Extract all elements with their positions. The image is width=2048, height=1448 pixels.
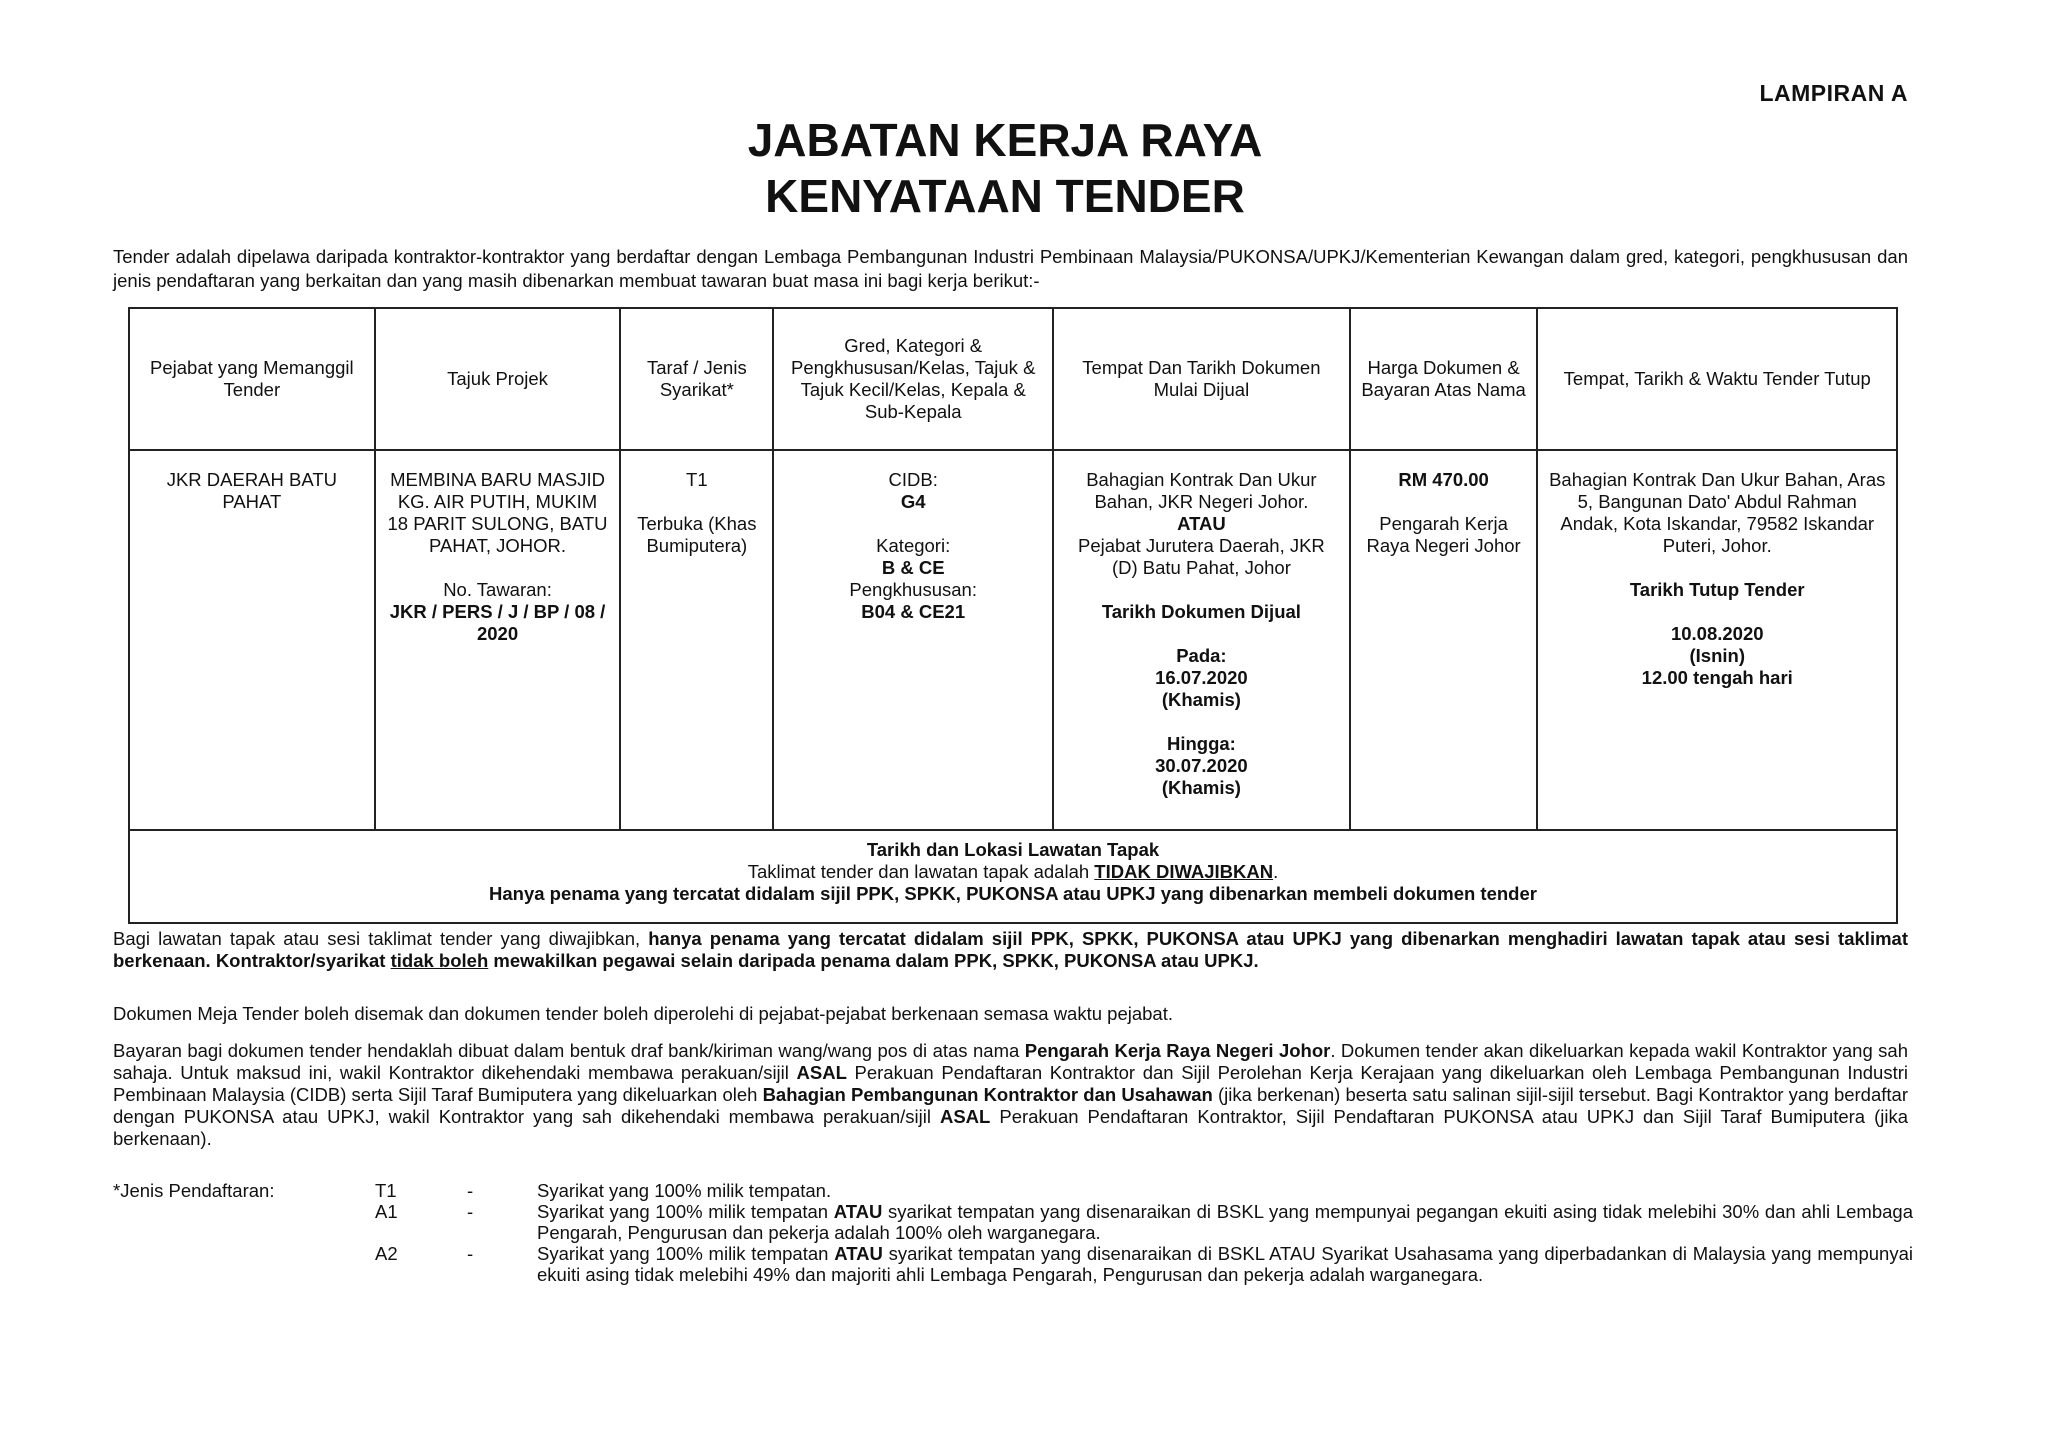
pejabat-name: JKR DAERAH BATU PAHAT bbox=[166, 469, 337, 512]
lawatan-note bbox=[131, 861, 1895, 883]
lawatan-note-suffix: . bbox=[1273, 861, 1279, 882]
header-pejabat: Pejabat yang Memanggil Tender bbox=[129, 308, 375, 450]
harga-amount: RM 470.00 bbox=[1398, 469, 1489, 490]
intro-paragraph: Tender adalah dipelawa daripada kontraktor-kontraktor yang berdaftar dengan Lembaga Pembangunan Industri Pembinaan Malaysia/PUKONSA/UPKJ/Kementerian Kewangan dalam gred, kategori, pengkhususan dan jenis pendaftaran yang berkaitan dan yang masih dibenarkan membuat tawaran buat masa ini bagi kerja berikut:- bbox=[113, 246, 1908, 291]
cidb-value: G4 bbox=[900, 491, 926, 512]
harga-payee: Pengarah Kerja Raya Negeri Johor bbox=[1366, 513, 1521, 556]
dijual-place-1: Bahagian Kontrak Dan Ukur Bahan, JKR Negeri Johor. bbox=[1086, 469, 1317, 512]
cell-taraf bbox=[620, 450, 773, 830]
tawaran-label: No. Tawaran: bbox=[443, 579, 552, 600]
hingga-date: 30.07.2020 bbox=[1155, 755, 1248, 776]
reg-text-t1: Syarikat yang 100% milik tempatan. bbox=[537, 1180, 832, 1201]
header-tutup: Tempat, Tarikh & Waktu Tender Tutup bbox=[1537, 308, 1897, 450]
para3-e: Perakuan Pendaftaran Kontraktor dan Sijil Perolehan Kerja Kerajaan yang dikeluarkan oleh Lembaga Pembangunan Industri Pembinaan Malaysia (CIDB) serta Sijil Taraf Bumiputera yang dikeluarkan oleh bbox=[113, 1062, 1909, 1105]
dijual-tarikh-label: Tarikh Dokumen Dijual bbox=[1101, 601, 1301, 622]
header-tajuk: Tajuk Projek bbox=[375, 308, 621, 450]
reg-row-t1 bbox=[113, 1180, 1913, 1201]
para3-payee: Pengarah Kerja Raya Negeri Johor bbox=[1024, 1040, 1331, 1061]
page-title bbox=[0, 112, 2010, 224]
reg-dash-a2: - bbox=[467, 1243, 474, 1264]
tutup-day: (Isnin) bbox=[1689, 645, 1745, 666]
reg-a2-atau: ATAU bbox=[834, 1243, 883, 1264]
para1-b: hanya penama yang tercatat didalam sijil PPK, SPKK, PUKONSA atau UPKJ yang dibenarkan menghadiri lawatan tapak atau sesi taklimat berkenaan. Kontraktor/syarikat bbox=[113, 928, 1908, 971]
cell-tutup bbox=[1537, 450, 1897, 830]
header-harga: Harga Dokumen & Bayaran Atas Nama bbox=[1350, 308, 1538, 450]
tawaran-no: JKR / PERS / J / BP / 08 / 2020 bbox=[389, 601, 606, 644]
pengkhususan-label: Pengkhususan: bbox=[849, 579, 977, 600]
reg-code-a1: A1 bbox=[375, 1201, 398, 1222]
hingga-day: (Khamis) bbox=[1161, 777, 1241, 798]
lawatan-tapak-cell bbox=[129, 830, 1897, 923]
taraf-code: T1 bbox=[686, 469, 708, 490]
dokumen-meja-paragraph: Dokumen Meja Tender boleh disemak dan dokumen tender boleh diperolehi di pejabat-pejabat berkenaan semasa waktu pejabat. bbox=[113, 1003, 1173, 1024]
dijual-place-2: Pejabat Jurutera Daerah, JKR (D) Batu Pahat, Johor bbox=[1078, 535, 1325, 578]
tidak-diwajibkan: TIDAK DIWAJIBKAN bbox=[1094, 861, 1274, 882]
reg-dash-t1: - bbox=[467, 1180, 474, 1201]
tender-table bbox=[128, 307, 1898, 924]
para3-a: Bayaran bagi dokumen tender hendaklah dibuat dalam bentuk draf bank/kiriman wang/wang pos di atas nama bbox=[113, 1040, 1025, 1061]
pada-label: Pada: bbox=[1176, 645, 1227, 666]
header-tempat-dijual: Tempat Dan Tarikh Dokumen Mulai Dijual bbox=[1053, 308, 1350, 450]
para3-asal-2: ASAL bbox=[939, 1106, 991, 1127]
table-footer-row bbox=[129, 830, 1897, 923]
para3-i: Perakuan Pendaftaran Kontraktor, Sijil Pendaftaran PUKONSA atau UPKJ dan Sijil Taraf Bumiputera (jika berkenaan). bbox=[113, 1106, 1908, 1149]
title-line-2: KENYATAAN TENDER bbox=[765, 170, 1245, 222]
hingga-label: Hingga: bbox=[1166, 733, 1236, 754]
para1-tidak-boleh: tidak boleh bbox=[390, 950, 489, 971]
reg-label: *Jenis Pendaftaran: bbox=[113, 1180, 275, 1201]
pada-date: 16.07.2020 bbox=[1155, 667, 1248, 688]
pada-day: (Khamis) bbox=[1161, 689, 1241, 710]
lawatan-heading: Tarikh dan Lokasi Lawatan Tapak bbox=[866, 839, 1160, 860]
tutup-place: Bahagian Kontrak Dan Ukur Bahan, Aras 5, Bangunan Dato' Abdul Rahman Andak, Kota Iskandar, 79582 Iskandar Puteri, Johor. bbox=[1549, 469, 1886, 556]
jenis-pendaftaran bbox=[113, 1180, 1913, 1285]
reg-text-a2 bbox=[537, 1243, 1913, 1285]
reg-code-t1: T1 bbox=[375, 1180, 397, 1201]
tutup-date: 10.08.2020 bbox=[1670, 623, 1764, 644]
table-row bbox=[129, 450, 1897, 830]
reg-row-a2 bbox=[113, 1243, 1913, 1285]
reg-row-a1 bbox=[113, 1201, 1913, 1243]
dijual-atau: ATAU bbox=[1177, 513, 1226, 534]
para3-asal-1: ASAL bbox=[796, 1062, 847, 1083]
kategori-label: Kategori: bbox=[876, 535, 951, 556]
para1-a: Bagi lawatan tapak atau sesi taklimat tender yang diwajibkan, bbox=[113, 928, 649, 949]
reg-text-a1 bbox=[537, 1201, 1913, 1243]
para3-c: . Dokumen tender akan dikeluarkan kepada wakil Kontraktor yang sah sahaja. Untuk maksud ini, wakil Kontraktor dikehendaki membawa perakuan/sijil bbox=[113, 1040, 1909, 1083]
tutup-time: 12.00 tengah hari bbox=[1641, 667, 1793, 688]
cell-pejabat bbox=[129, 450, 375, 830]
para3-g: (jika berkenan) beserta satu salinan sijil-sijil tersebut. Bagi Kontraktor yang berdaftar dengan PUKONSA atau UPKJ, wakil Kontraktor yang sah dikehendaki membawa perakuan/sijil bbox=[113, 1084, 1908, 1127]
table-header-row bbox=[129, 308, 1897, 450]
header-taraf: Taraf / Jenis Syarikat* bbox=[620, 308, 773, 450]
pengkhususan-value: B04 & CE21 bbox=[861, 601, 966, 622]
title-line-1: JABATAN KERJA RAYA bbox=[747, 114, 1263, 166]
cell-projek bbox=[375, 450, 621, 830]
cell-harga bbox=[1350, 450, 1538, 830]
reg-a1-pre: Syarikat yang 100% milik tempatan bbox=[537, 1201, 834, 1222]
reg-a2-post: syarikat tempatan yang disenaraikan di BSKL ATAU Syarikat Usahasama yang diperbadankan di Malaysia yang mempunyai ekuiti asing tidak melebihi 49% dan majoriti ahli Lembaga Pengarah, Pengurusan dan pekerja adalah warganegara. bbox=[537, 1243, 1913, 1285]
reg-code-a2: A2 bbox=[375, 1243, 398, 1264]
lampiran-label: LAMPIRAN A bbox=[1759, 80, 1908, 106]
tutup-tarikh-label: Tarikh Tutup Tender bbox=[1629, 579, 1805, 600]
para1-d: mewakilkan pegawai selain daripada penama dalam PPK, SPKK, PUKONSA atau UPKJ. bbox=[488, 950, 1259, 971]
cell-tempat-dijual bbox=[1053, 450, 1350, 830]
projek-title: MEMBINA BARU MASJID KG. AIR PUTIH, MUKIM 18 PARIT SULONG, BATU PAHAT, JOHOR. bbox=[387, 469, 608, 556]
lawatan-paragraph bbox=[113, 928, 1908, 972]
penama-note: Hanya penama yang tercatat didalam sijil PPK, SPKK, PUKONSA atau UPKJ yang dibenarkan membeli dokumen tender bbox=[489, 883, 1537, 904]
lawatan-note-prefix: Taklimat tender dan lawatan tapak adalah bbox=[747, 861, 1095, 882]
kategori-value: B & CE bbox=[881, 557, 945, 578]
header-gred: Gred, Kategori & Pengkhususan/Kelas, Tajuk & Tajuk Kecil/Kelas, Kepala & Sub-Kepala bbox=[773, 308, 1053, 450]
reg-a2-pre: Syarikat yang 100% milik tempatan bbox=[537, 1243, 835, 1264]
reg-a1-post: syarikat tempatan yang disenaraikan di BSKL yang mempunyai pegangan ekuiti asing tidak melebihi 30% dan ahli Lembaga Pengarah, Pengurusan dan pekerja adalah 100% oleh warganegara. bbox=[537, 1201, 1913, 1243]
bayaran-paragraph bbox=[113, 1040, 1908, 1150]
taraf-desc: Terbuka (Khas Bumiputera) bbox=[637, 513, 757, 556]
para3-bahagian: Bahagian Pembangunan Kontraktor dan Usahawan bbox=[762, 1084, 1213, 1105]
reg-a1-atau: ATAU bbox=[833, 1201, 883, 1222]
reg-dash-a1: - bbox=[467, 1201, 474, 1222]
cidb-label: CIDB: bbox=[888, 469, 938, 490]
cell-gred bbox=[773, 450, 1053, 830]
